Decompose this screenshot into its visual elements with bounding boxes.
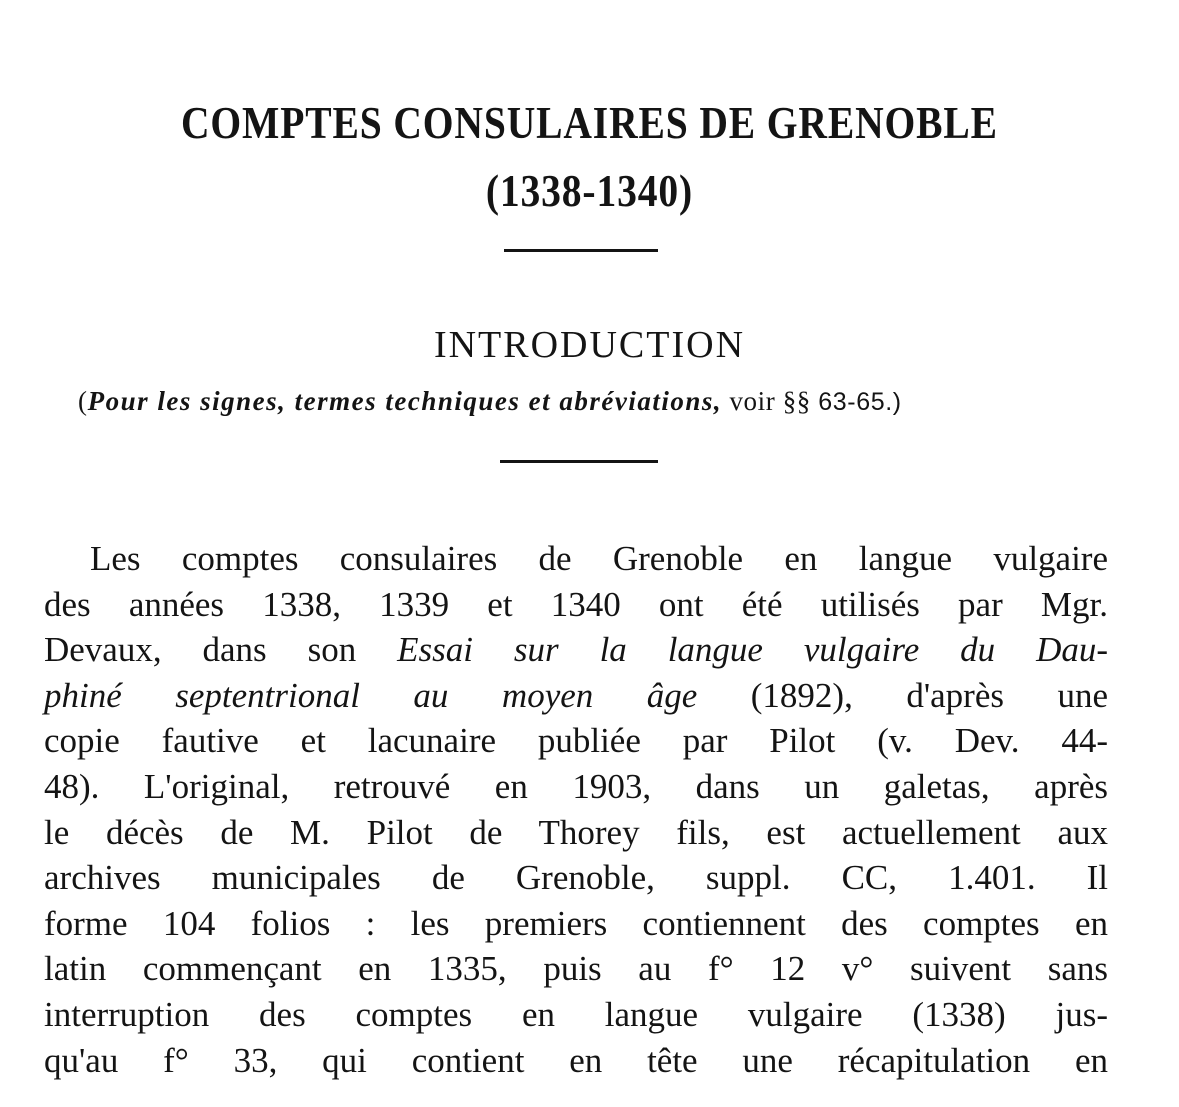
paragraph-line: [44, 856, 1108, 900]
text-run: 48). L'original, retrouvé en 1903, dans un galetas, après: [44, 767, 1108, 806]
section-note: [78, 386, 1118, 417]
paragraph-line: [44, 765, 1108, 809]
section-note-open: (: [78, 386, 88, 416]
text-run: des années 1338, 1339 et 1340 ont été utilisés par Mgr.: [44, 584, 1108, 624]
paragraph-line: [44, 1039, 1108, 1083]
paragraph-line: [44, 628, 1108, 672]
text-run: forme 104 folios : les premiers contiennent des comptes en: [44, 903, 1108, 943]
text-run: le décès de M. Pilot de Thorey fils, est actuellement aux: [44, 812, 1108, 852]
title-divider: [504, 249, 658, 252]
section-note-voir: voir §§: [722, 386, 819, 416]
section-note-ref: 63-65.): [818, 388, 902, 416]
text-run: copie fautive et lacunaire publiée par Pilot (v. Dev. 44-: [44, 721, 1108, 761]
paragraph-line: [44, 719, 1108, 763]
text-run: (1892), d'après une: [697, 675, 1108, 715]
italic-text: phiné septentrional au moyen âge: [44, 675, 698, 715]
text-run: interruption des comptes en langue vulgaire (1338) jus-: [44, 995, 1108, 1034]
document-date-range: (1338-1340): [485, 165, 694, 216]
text-run: Les comptes consulaires de Grenoble en langue vulgaire: [90, 539, 1108, 578]
paragraph-line: [90, 537, 1108, 581]
section-note-italic: Pour les signes, termes techniques et abréviations,: [87, 386, 723, 416]
text-run: latin commençant en 1335, puis au f° 12 v° suivent sans: [44, 949, 1108, 989]
paragraph-line: [44, 674, 1108, 718]
document-title: COMPTES CONSULAIRES DE GRENOBLE: [180, 97, 998, 148]
paragraph-line: [44, 993, 1108, 1037]
section-heading: INTRODUCTION: [433, 324, 746, 366]
paragraph-line: [44, 947, 1108, 991]
text-run: Devaux, dans son: [44, 630, 398, 670]
paragraph-line: [44, 583, 1108, 627]
paragraph-line: [44, 811, 1108, 855]
text-run: archives municipales de Grenoble, suppl. CC, 1.401. Il: [44, 858, 1108, 898]
paragraph-line: [44, 902, 1108, 946]
text-run: qu'au f° 33, qui contient en tête une récapitulation en: [44, 1040, 1108, 1080]
section-divider: [500, 460, 658, 463]
italic-text: Essai sur la langue vulgaire du Dau-: [397, 630, 1109, 670]
